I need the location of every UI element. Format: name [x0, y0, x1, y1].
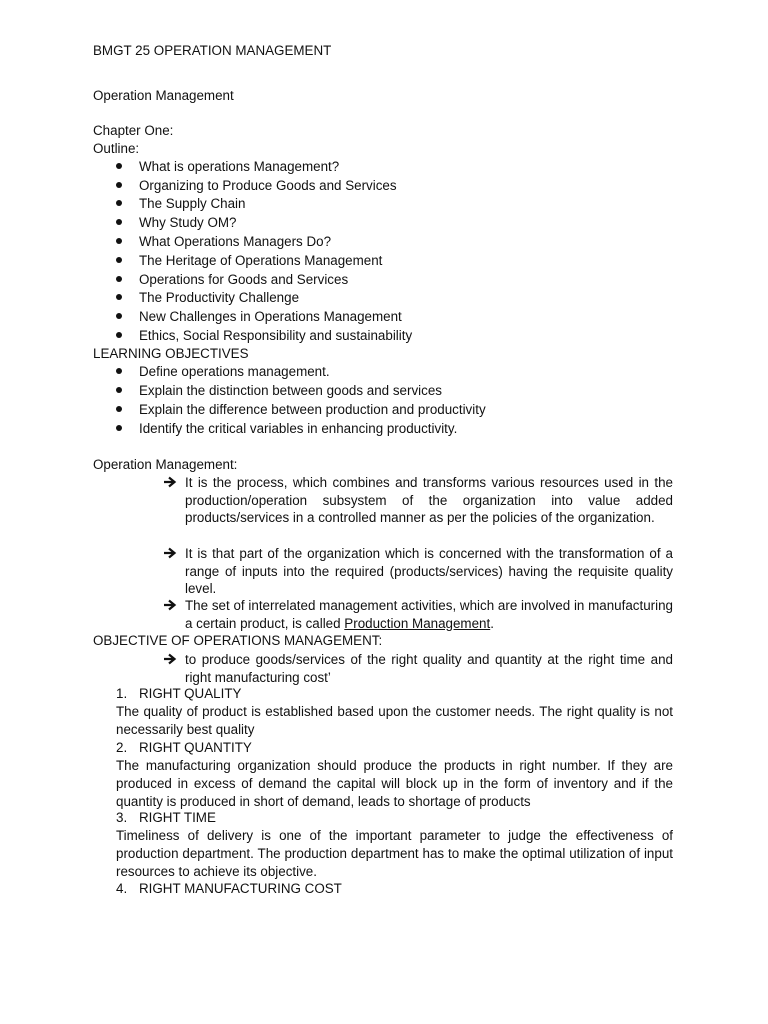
item-number: 3.	[116, 810, 128, 825]
production-management-term: Production Management	[344, 615, 491, 631]
definition-label: Operation Management:	[93, 457, 238, 472]
definition-paragraph	[185, 597, 673, 632]
list-item: Ethics, Social Responsibility and sustainability	[139, 328, 413, 343]
list-item: The Productivity Challenge	[139, 290, 300, 305]
bullet-icon	[116, 276, 122, 282]
list-item: Operations for Goods and Services	[139, 272, 349, 287]
list-item: The Heritage of Operations Management	[139, 253, 383, 268]
bullet-icon	[116, 257, 122, 263]
item-label: RIGHT QUANTITY	[139, 740, 252, 755]
bullet-icon	[116, 313, 122, 319]
item-number: 1.	[116, 686, 128, 701]
arrow-right-icon	[163, 599, 177, 611]
course-title: BMGT 25 OPERATION MANAGEMENT	[93, 43, 332, 58]
item-label: RIGHT MANUFACTURING COST	[139, 881, 342, 896]
bullet-icon	[116, 425, 122, 431]
om-objective-label: OBJECTIVE OF OPERATIONS MANAGEMENT:	[93, 633, 383, 648]
bullet-icon	[116, 387, 122, 393]
item-label: RIGHT QUALITY	[139, 686, 242, 701]
document-heading: Operation Management	[93, 88, 234, 103]
bullet-icon	[116, 219, 122, 225]
list-item: Why Study OM?	[139, 215, 237, 230]
bullet-icon	[116, 294, 122, 300]
item-paragraph: The quality of product is established based upon the customer needs. The right quality is not necessarily best quality	[116, 704, 673, 737]
item-paragraph: The manufacturing organization should produce the products in right number. If they are produced in excess of demand the capital will block up in the form of inventory and if the quantity is produced in short of demand, leads to shortage of products	[116, 758, 673, 809]
list-item: What is operations Management?	[139, 159, 340, 174]
definition-paragraph: It is the process, which combines and transforms various resources used in the production/operation subsystem of the organization into value added products/services in a controlled manner as per the policies of the organization.	[185, 475, 673, 525]
definition-end: .	[490, 615, 494, 631]
bullet-icon	[116, 368, 122, 374]
bullet-icon	[116, 332, 122, 338]
list-item: What Operations Managers Do?	[139, 234, 332, 249]
list-item: New Challenges in Operations Management	[139, 309, 402, 324]
bullet-icon	[116, 200, 122, 206]
arrow-right-icon	[163, 476, 177, 488]
item-paragraph: Timeliness of delivery is one of the important parameter to judge the effectiveness of production department. The production department has to make the optimal utilization of input resources to achieve its objective.	[116, 828, 673, 879]
list-item: Identify the critical variables in enhancing productivity.	[139, 421, 458, 436]
bullet-icon	[116, 406, 122, 412]
bullet-icon	[116, 163, 122, 169]
outline-label: Outline:	[93, 141, 140, 156]
list-item: Explain the difference between production and productivity	[139, 402, 486, 417]
list-item: Define operations management.	[139, 364, 330, 379]
list-item: Organizing to Produce Goods and Services	[139, 178, 397, 193]
bullet-icon	[116, 182, 122, 188]
definition-paragraph: It is that part of the organization which is concerned with the transformation of a range of inputs into the required (products/services) having the requisite quality level.	[185, 546, 673, 596]
bullet-icon	[116, 238, 122, 244]
item-label: RIGHT TIME	[139, 810, 216, 825]
om-objective-text: to produce goods/services of the right quality and quantity at the right time and right manufacturing cost’	[185, 652, 673, 685]
item-number: 2.	[116, 740, 128, 755]
arrow-right-icon	[163, 653, 177, 665]
definition-text: The set of interrelated management activities, which are involved in manufacturing a certain product, is called	[185, 598, 673, 631]
list-item: The Supply Chain	[139, 196, 246, 211]
list-item: Explain the distinction between goods and services	[139, 383, 442, 398]
learning-objectives-label: LEARNING OBJECTIVES	[93, 346, 249, 361]
chapter-label: Chapter One:	[93, 123, 174, 138]
item-number: 4.	[116, 881, 128, 896]
arrow-right-icon	[163, 547, 177, 559]
